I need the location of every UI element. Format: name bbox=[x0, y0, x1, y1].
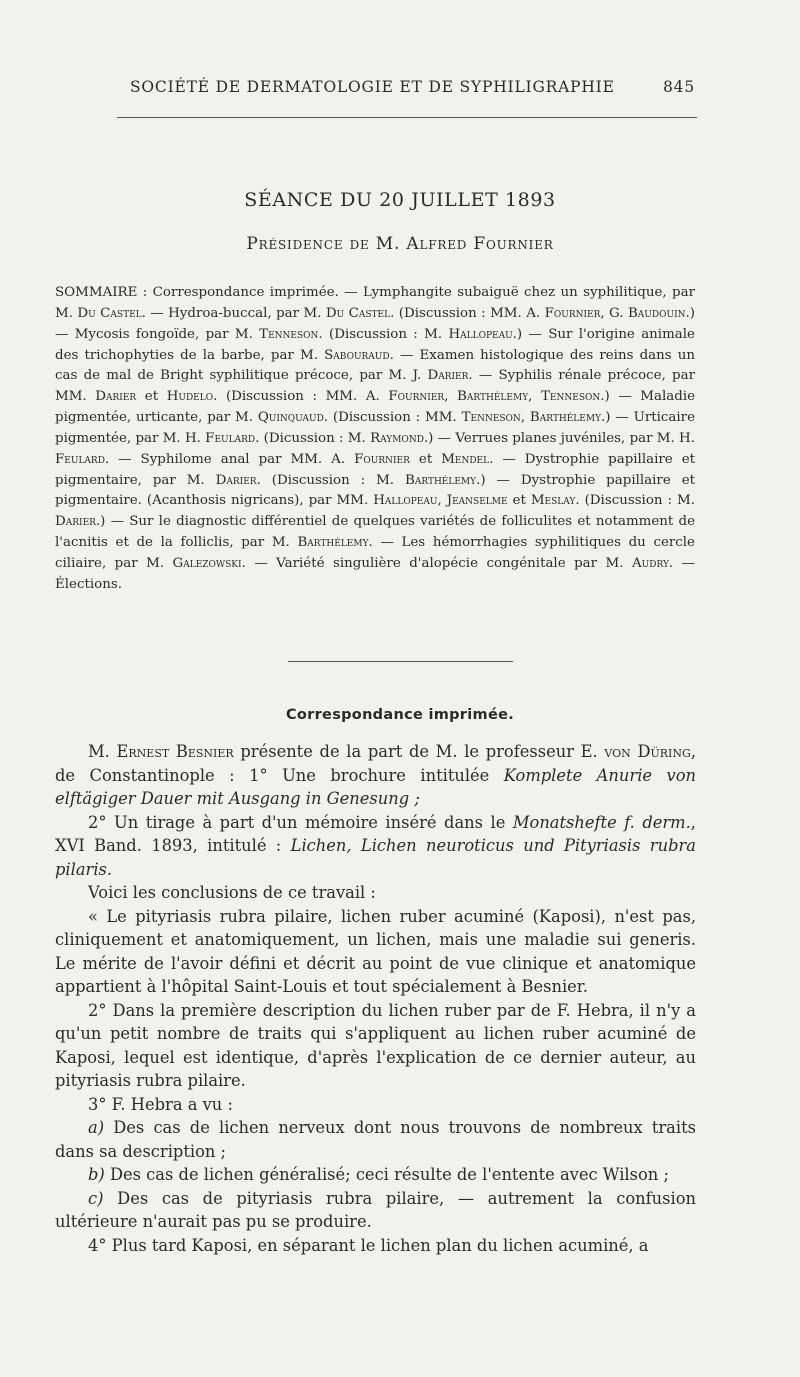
author-name: Meslay bbox=[530, 493, 576, 509]
author-name: Audry bbox=[631, 555, 669, 571]
text-run: . (Discussion : MM. bbox=[323, 410, 462, 426]
text-run: .) — Verrues planes juvéniles, par M. H. bbox=[423, 430, 695, 446]
text-run: . (Discussion : MM. A. bbox=[213, 389, 389, 405]
text-run: Voici les conclusions de ce travail : bbox=[88, 883, 376, 902]
text-run: présente de la part de M. le professeur E. bbox=[233, 742, 605, 761]
body-paragraph bbox=[55, 905, 696, 999]
page-number: 845 bbox=[663, 78, 695, 96]
text-run: Des cas de pityriasis rubra pilaire, — autrement la confusion ultérieure n'aurait pas pu se produire. bbox=[55, 1188, 696, 1231]
body-paragraph bbox=[55, 999, 696, 1093]
section-divider bbox=[288, 661, 513, 662]
text-run: . — Élections. bbox=[55, 555, 696, 592]
text-run: , bbox=[444, 389, 458, 405]
section-heading: Correspondance imprimée. bbox=[285, 707, 515, 723]
italic-text: a) bbox=[88, 1118, 105, 1137]
author-name: Fournier bbox=[354, 451, 410, 467]
text-run: . — Les hémorrhagies syphilitiques du cercle ciliaire, par M. bbox=[55, 535, 695, 571]
body-paragraph bbox=[55, 1234, 696, 1258]
text-run: . — Syphilis rénale précoce, par MM. bbox=[55, 368, 695, 405]
text-run: .) — Urticaire pigmentée, par M. H. bbox=[55, 410, 696, 446]
text-run: . (Discussion : MM. A. bbox=[390, 305, 545, 321]
text-run: . — Syphilome anal par MM. A. bbox=[104, 451, 355, 467]
body-paragraph bbox=[55, 740, 696, 811]
text-run: , XVI Band. 1893, intitulé : bbox=[55, 812, 696, 855]
body-paragraph bbox=[55, 811, 696, 882]
italic-text: Monatshefte f. derm. bbox=[512, 812, 691, 832]
author-name: Raymond bbox=[370, 430, 424, 446]
text-run: . — Examen histologique des reins dans un cas de mal de Bright syphilitique précoce, par M. J. bbox=[55, 347, 695, 384]
italic-text: b) bbox=[88, 1165, 105, 1184]
text-run: . — Hydroa-buccal, par M. bbox=[141, 305, 326, 321]
author-name: Tenneson bbox=[461, 410, 521, 426]
text-run: . (Dicussion : M. bbox=[255, 430, 371, 446]
author-name: von Düring bbox=[604, 742, 691, 761]
author-name: Tenneson bbox=[259, 326, 319, 342]
text-run: et bbox=[507, 493, 531, 509]
author-name: Feulard bbox=[55, 451, 105, 467]
body-paragraph bbox=[55, 881, 696, 905]
text-run: , bbox=[520, 410, 530, 426]
text-run: . — Variété singulière d'alopécie congénitale par M. bbox=[241, 555, 632, 571]
author-name: Barthélemy bbox=[529, 410, 602, 426]
author-name: Fournier bbox=[388, 389, 445, 405]
author-name: Du Castel bbox=[77, 305, 142, 321]
text-run: SOMMAIRE : Correspondance imprimée. — Lymphangite subaiguë chez un syphilitique, par M. bbox=[55, 285, 695, 321]
author-name: Barthélemy bbox=[457, 389, 529, 405]
author-name: Baudouin bbox=[627, 305, 686, 321]
text-run: 4° Plus tard Kaposi, en séparant le lichen plan du lichen acuminé, a bbox=[88, 1235, 649, 1255]
author-name: Galezowski bbox=[172, 555, 242, 571]
author-name: Sabouraud bbox=[324, 347, 390, 363]
sommaire-paragraph bbox=[55, 283, 695, 596]
italic-text: c) bbox=[88, 1188, 104, 1208]
author-name: Hallopeau bbox=[448, 326, 513, 342]
text-run: « Le pityriasis rubra pilaire, lichen ruber acuminé (Kaposi), n'est pas, cliniquement et anatomiquement, un lichen, mais une maladie sui generis. Le mérite de l'avoir défini et décrit au point de vue clinique et anatomique appartient à l'hôpital Saint-Louis et tout spécialement à Besnier. bbox=[55, 906, 696, 996]
author-name: Darier bbox=[55, 514, 96, 530]
author-name: Mendel bbox=[441, 451, 490, 467]
body-paragraph bbox=[55, 1163, 696, 1187]
author-name: Darier bbox=[427, 368, 469, 384]
text-run: . (Discussion : M. bbox=[575, 493, 695, 509]
author-name: Darier bbox=[95, 389, 137, 405]
header-title: SOCIÉTÉ DE DERMATOLOGIE ET DE SYPHILIGRAPHIE bbox=[130, 78, 615, 96]
author-name: Barthélemy bbox=[405, 472, 477, 488]
header-rule bbox=[117, 117, 697, 118]
author-name: Jeanselme bbox=[446, 493, 508, 509]
author-name: Fournier bbox=[544, 305, 601, 321]
author-name: Darier bbox=[215, 472, 257, 488]
text-run: , bbox=[528, 389, 541, 405]
author-name: Du Castel bbox=[325, 305, 391, 321]
seance-title: SÉANCE DU 20 JUILLET 1893 bbox=[244, 189, 556, 211]
text-run: 2° Un tirage à part d'un mémoire inséré dans le bbox=[88, 812, 513, 832]
author-name: Ernest Besnier bbox=[116, 742, 234, 761]
text-run: Des cas de lichen nerveux dont nous trouvons de nombreux traits dans sa description ; bbox=[55, 1118, 696, 1161]
running-header bbox=[130, 78, 695, 96]
text-run: 2° Dans la première description du lichen ruber par de F. Hebra, il n'y a qu'un petit nombre de traits qui s'appliquent au lichen ruber acuminé de Kaposi, lequel est identique, d'après l'explication de ce dernier auteur, au pityriasis rubra pilaire. bbox=[55, 1000, 696, 1090]
author-name: Barthélemy bbox=[297, 535, 369, 551]
text-run: M. bbox=[88, 742, 117, 761]
text-run: . (Discussion : M. bbox=[318, 326, 449, 342]
author-name: Hallopeau bbox=[373, 493, 438, 509]
text-run: , G. bbox=[600, 305, 628, 321]
author-name: Quinquaud bbox=[257, 410, 324, 426]
body-paragraph bbox=[55, 1093, 696, 1117]
author-name: Tenneson bbox=[541, 389, 601, 405]
text-run: .) — Dystrophie papillaire et pigmentaire. (Acanthosis nigricans), par MM. bbox=[55, 472, 695, 509]
italic-text: Lichen, Lichen neuroticus und Pityriasis rubra pilaris. bbox=[55, 836, 696, 879]
italic-text: Komplete Anurie von elftägiger Dauer mit Ausgang in Genesung ; bbox=[55, 765, 696, 808]
author-name: Feulard bbox=[205, 430, 256, 446]
presidence-line: Présidence de M. Alfred Fournier bbox=[246, 234, 554, 254]
text-run: Des cas de lichen généralisé; ceci résulte de l'entente avec Wilson ; bbox=[104, 1165, 669, 1184]
author-name: Hudelo bbox=[166, 389, 214, 405]
text-run: , bbox=[437, 493, 447, 509]
text-run: .) — Sur le diagnostic différentiel de quelques variétés de folliculites et notamment de l'acnitis et de la folliclis, par M. bbox=[55, 514, 695, 551]
body-paragraph bbox=[55, 1187, 696, 1234]
body-text bbox=[55, 740, 696, 1257]
body-paragraph bbox=[55, 1116, 696, 1163]
text-run: .) — Sur l'origine animale des trichophyties de la barbe, par M. bbox=[55, 326, 695, 363]
text-run: . (Discussion : M. bbox=[256, 472, 405, 488]
text-run: et bbox=[409, 451, 442, 467]
text-run: , de Constantinople : 1° Une brochure intitulée bbox=[55, 742, 697, 785]
text-run: . — Dystrophie papillaire et pigmentaire, par M. bbox=[55, 451, 695, 488]
text-run: 3° F. Hebra a vu : bbox=[88, 1094, 233, 1114]
text-run: et bbox=[136, 389, 167, 405]
text-run: .) — Mycosis fongoïde, par M. bbox=[55, 305, 695, 342]
text-run: .) — Maladie pigmentée, urticante, par M. bbox=[55, 389, 696, 426]
